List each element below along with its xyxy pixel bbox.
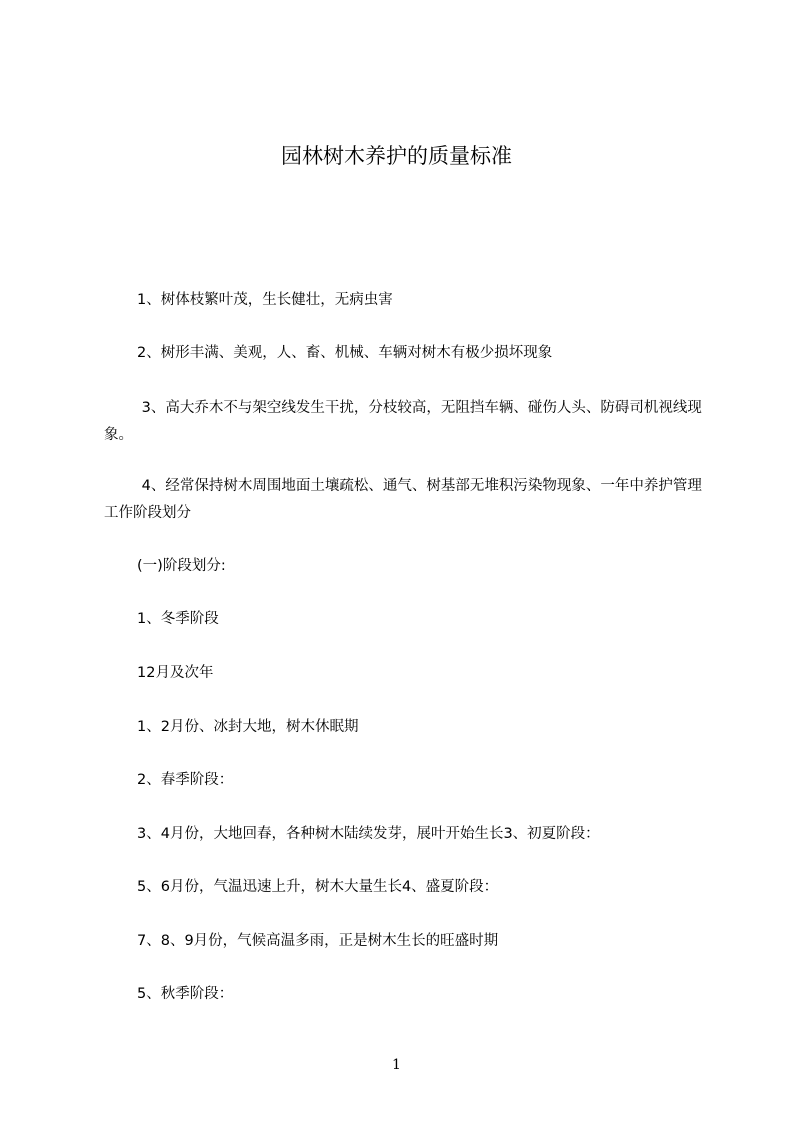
- paragraph: 7、8、9月份，气候高温多雨，正是树木生长的旺盛时期: [137, 933, 499, 949]
- paragraph: 1、2月份、冰封大地，树木休眠期: [137, 719, 359, 735]
- paragraph: 1、树体枝繁叶茂，生长健壮，无病虫害: [137, 292, 393, 308]
- paragraph: 5、秋季阶段：: [137, 986, 234, 1002]
- paragraph: 1、冬季阶段: [137, 611, 219, 627]
- paragraph: 3、高大乔木不与架空线发生干扰，分枝较高，无阻挡车辆、碰伤人头、防碍司机视线现象。: [104, 400, 702, 443]
- paragraph: 4、经常保持树木周围地面土壤疏松、通气、树基部无堆积污染物现象、一年中养护管理工作阶段划分: [104, 478, 702, 521]
- document-title: 园林树木养护的质量标准: [281, 144, 512, 168]
- paragraph: 2、树形丰满、美观，人、畜、机械、车辆对树木有极少损坏现象: [137, 345, 553, 361]
- paragraph: 2、春季阶段：: [137, 772, 234, 788]
- page-number: 1: [392, 1057, 401, 1073]
- paragraph: 3、4月份，大地回春，各种树木陆续发芽，展叶开始生长3、初夏阶段：: [137, 826, 600, 842]
- paragraph: 12月及次年: [137, 665, 214, 681]
- paragraph: 5、6月份，气温迅速上升，树木大量生长4、盛夏阶段：: [137, 879, 499, 895]
- paragraph: (一)阶段划分:: [137, 558, 226, 574]
